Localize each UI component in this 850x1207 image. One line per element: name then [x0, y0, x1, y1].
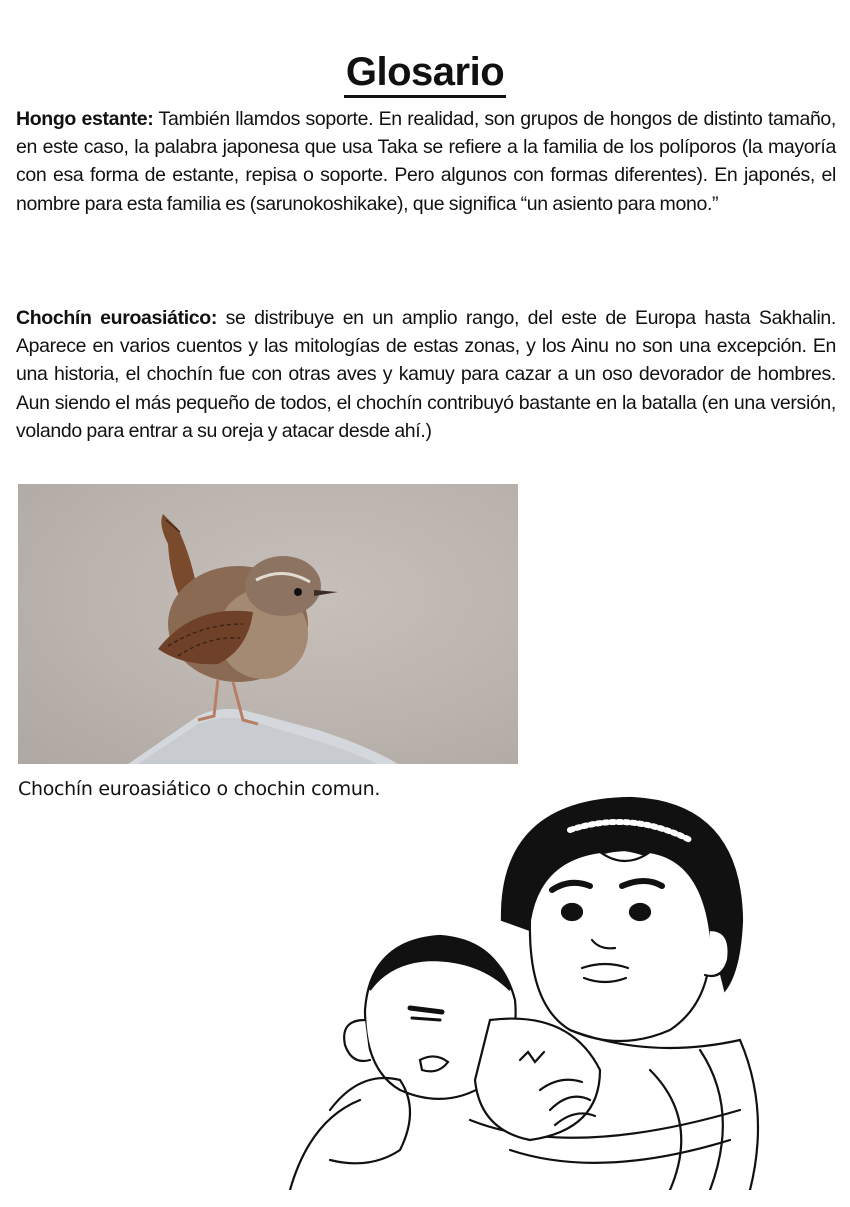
manga-illustration [270, 790, 770, 1190]
glossary-term: Hongo estante: [16, 108, 154, 130]
glossary-entry-hongo-estante [16, 105, 836, 218]
wren-photo [18, 484, 518, 764]
glossary-term: Chochín euroasiático: [16, 307, 217, 329]
glossary-definition: También llamdos soporte. En realidad, son grupos de hongos de distinto tamaño, en este caso, la palabra japonesa que usa Taka se refiere a la familia de los políporos (la mayoría con esa forma de estante, repisa o soporte. Pero algunos con formas diferentes). En japonés, el nombre para esta familia es (sarunokoshikake), que significa “un asiento para mono.” [16, 108, 836, 215]
glossary-definition: se distribuye en un amplio rango, del este de Europa hasta Sakhalin. Aparece en varios cuentos y las mitologías de estas zonas, y los Ainu no son una excepción. En una historia, el chochín fue con otras aves y kamuy para cazar a un oso devorador de hombres. Aun siendo el más pequeño de todos, el chochín contribuyó bastante en la batalla (en una versión, volando para entrar a su oreja y atacar desde ahí.) [16, 307, 836, 442]
manga-children-drawing [270, 790, 770, 1190]
wren-bird-image [18, 484, 518, 764]
page-title-text: Glosario [344, 50, 506, 98]
photo-caption: Chochín euroasiático o chochin comun. [18, 778, 381, 800]
page-title [0, 48, 850, 96]
glossary-entry-chochin [16, 304, 836, 445]
